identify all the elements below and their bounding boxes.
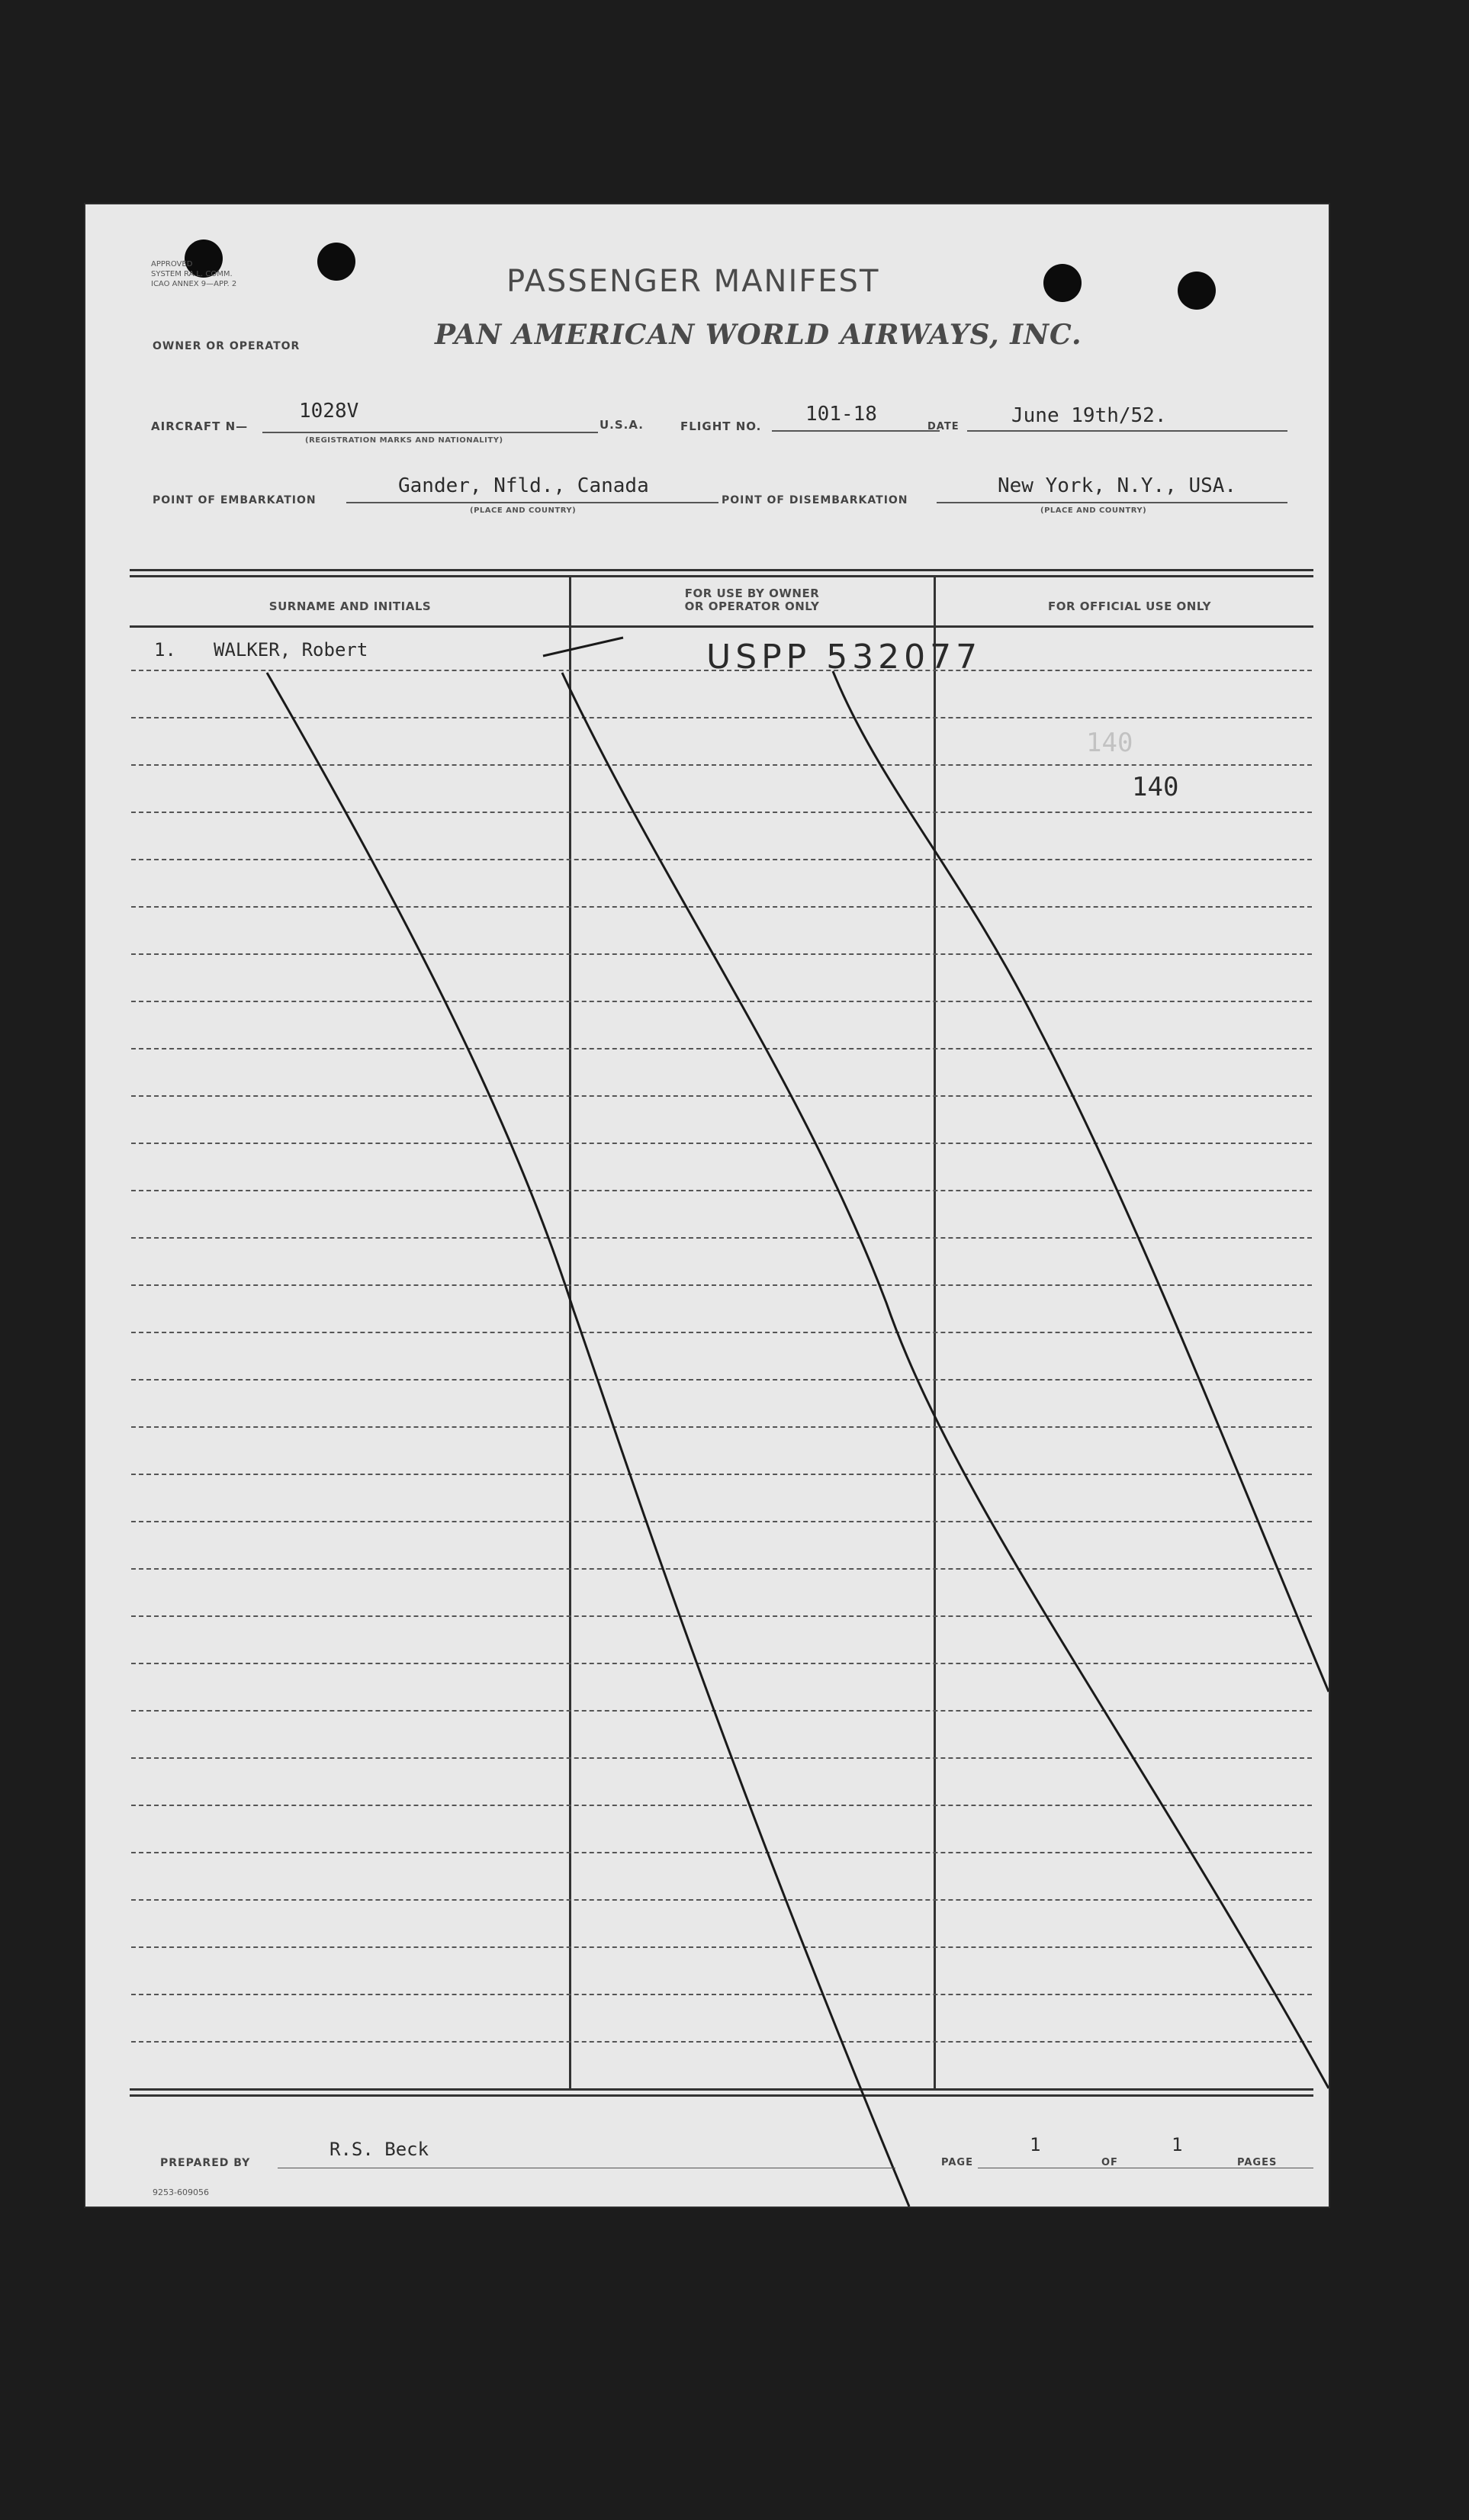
column-header-operator-line1: FOR USE BY OWNER	[684, 587, 820, 600]
place-note-embarkation: (PLACE AND COUNTRY)	[470, 506, 577, 515]
column-header-official: FOR OFFICIAL USE ONLY	[1048, 599, 1211, 613]
usa-label: U.S.A.	[599, 418, 644, 432]
page-total: 1	[1172, 2134, 1183, 2155]
official-number-faint: 140	[1086, 728, 1133, 758]
disembarkation-label: POINT OF DISEMBARKATION	[722, 494, 908, 506]
approval-line: ICAO ANNEX 9—APP. 2	[151, 280, 237, 288]
passenger-number: 1.	[154, 639, 176, 661]
registration-note: (REGISTRATION MARKS AND NATIONALITY)	[305, 436, 503, 445]
prepared-by-name: R.S. Beck	[329, 2139, 429, 2160]
form-number: 9253-609056	[153, 2187, 209, 2197]
manifest-document	[85, 204, 1329, 2207]
place-note-disembarkation: (PLACE AND COUNTRY)	[1040, 506, 1147, 515]
approval-line: APPROVED	[151, 260, 193, 268]
page-title: PASSENGER MANIFEST	[506, 264, 880, 299]
column-header-operator-line2: OR OPERATOR ONLY	[684, 599, 820, 613]
embarkation-label: POINT OF EMBARKATION	[153, 494, 317, 506]
passenger-name: WALKER, Robert	[214, 639, 368, 661]
disembarkation-place: New York, N.Y., USA.	[998, 474, 1237, 497]
embarkation-place: Gander, Nfld., Canada	[398, 474, 649, 497]
aircraft-label: AIRCRAFT N—	[151, 419, 249, 433]
approval-line: SYSTEM RA.L. COMM.	[151, 270, 233, 278]
pages-label: PAGES	[1237, 2157, 1278, 2168]
prepared-by-label: PREPARED BY	[160, 2157, 251, 2169]
aircraft-number: 1028V	[299, 400, 359, 423]
column-header-surname: SURNAME AND INITIALS	[268, 599, 432, 613]
page-number: 1	[1030, 2134, 1041, 2155]
of-label: OF	[1101, 2157, 1118, 2168]
passport-number-handwritten: USPP 532077	[706, 638, 982, 677]
flight-label: FLIGHT NO.	[680, 419, 762, 433]
page-label: PAGE	[941, 2157, 973, 2168]
cancel-strike-lines	[85, 204, 1329, 2207]
company-name: PAN AMERICAN WORLD AIRWAYS, INC.	[435, 319, 1082, 351]
date-label: DATE	[927, 421, 960, 432]
flight-date: June 19th/52.	[1011, 404, 1167, 427]
flight-number: 101-18	[805, 403, 877, 426]
owner-label: OWNER OR OPERATOR	[153, 340, 301, 352]
official-number: 140	[1132, 772, 1179, 802]
